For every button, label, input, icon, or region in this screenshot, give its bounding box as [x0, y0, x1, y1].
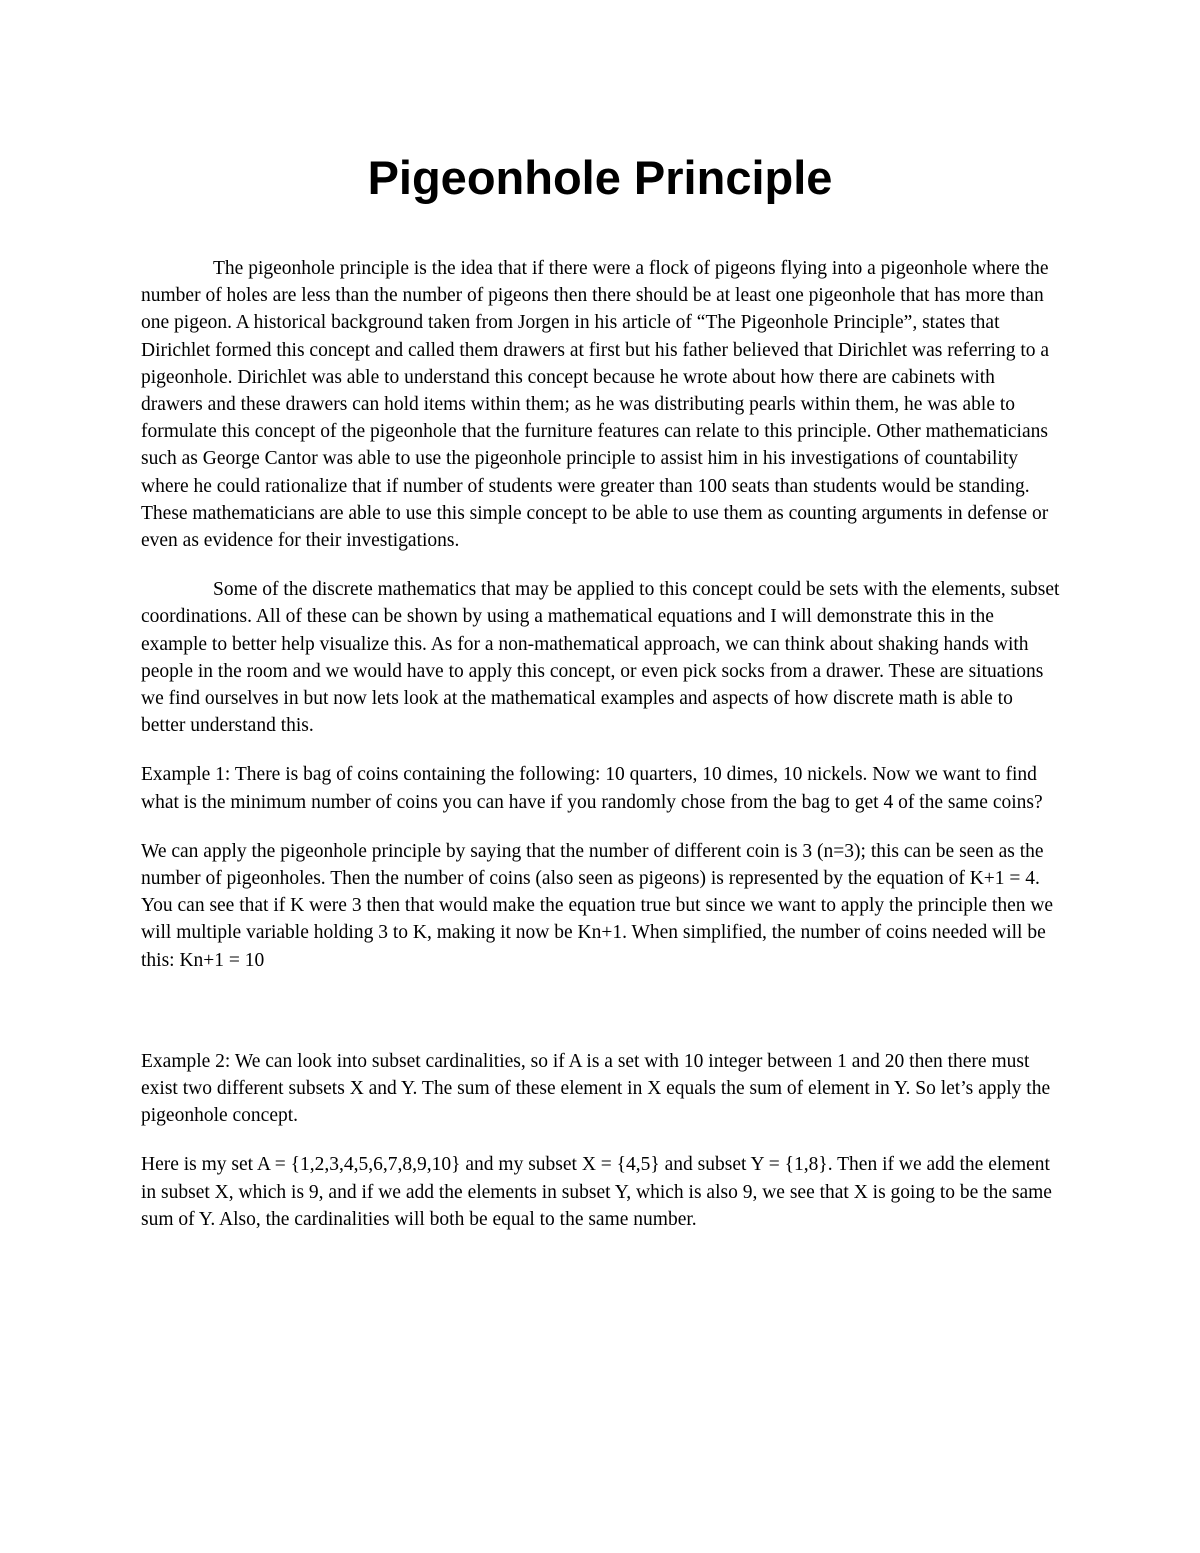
- paragraph-example-2: Example 2: We can look into subset cardinalities, so if A is a set with 10 integer between 1 and 20 then there must exist two different subsets X and Y. The sum of these element in X equals the sum of element in Y. So let’s apply the pigeonhole concept.: [141, 1050, 1051, 1127]
- document-body: [141, 255, 1061, 1255]
- paragraph-example-1-solution: We can apply the pigeonhole principle by saying that the number of different coin is 3 (n=3); this can be seen as the number of pigeonholes. Then the number of coins (also seen as pigeons) is represented by the equation of K+1 = 4. You can see that if K were 3 then that would make the equation true but since we want to apply the principle then we will multiple variable holding 3 to K, making it now be Kn+1. When simplified, the number of coins needed will be this: Kn+1 = 10: [141, 840, 1054, 971]
- paragraph-example-1: Example 1: There is bag of coins containing the following: 10 quarters, 10 dimes, 10 nickels. Now we want to find what is the minimum number of coins you can have if you randomly chose from the bag to get 4 of the same coins?: [141, 764, 1043, 813]
- blank-space: [141, 996, 1061, 1048]
- paragraph-discrete-math: Some of the discrete mathematics that may be applied to this concept could be sets with the elements, subset coordinations. All of these can be shown by using a mathematical equations and I will demonstrate this in the example to better help visualize this. As for a non-mathematical approach, we can think about shaking hands with people in the room and we would have to apply this concept, or even pick socks from a drawer. These are situations we find ourselves in but now lets look at the mathematical examples and aspects of how discrete math is able to better understand this.: [141, 579, 1060, 737]
- paragraph-history: The pigeonhole principle is the idea that if there were a flock of pigeons flying into a pigeonhole where the number of holes are less than the number of pigeons then there should be at least one pigeonhole that has more than one pigeon. A historical background taken from Jorgen in his article of “The Pigeonhole Principle”, states that Dirichlet formed this concept and called them drawers at first but his father believed that Dirichlet was referring to a pigeonhole. Dirichlet was able to understand this concept because he wrote about how there are cabinets with drawers and these drawers can hold items within them; as he was distributing pearls within them, he was able to formulate this concept of the pigeonhole that the furniture features can relate to this principle. Other mathematicians such as George Cantor was able to use the pigeonhole principle to assist him in his investigations of countability where he could rationalize that if number of students were greater than 100 seats than students would be standing. These mathematicians are able to use this simple concept to be able to use them as counting arguments in defense or even as evidence for their investigations.: [141, 258, 1050, 552]
- page-title: Pigeonhole Principle: [367, 151, 833, 204]
- paragraph-example-2-solution: Here is my set A = {1,2,3,4,5,6,7,8,9,10} and my subset X = {4,5} and subset Y = {1,8}. Then if we add the element in subset X, which is 9, and if we add the elements in subset Y, which is also 9, we see that X is going to be the same sum of Y. Also, the cardinalities will both be equal to the same number.: [141, 1154, 1052, 1230]
